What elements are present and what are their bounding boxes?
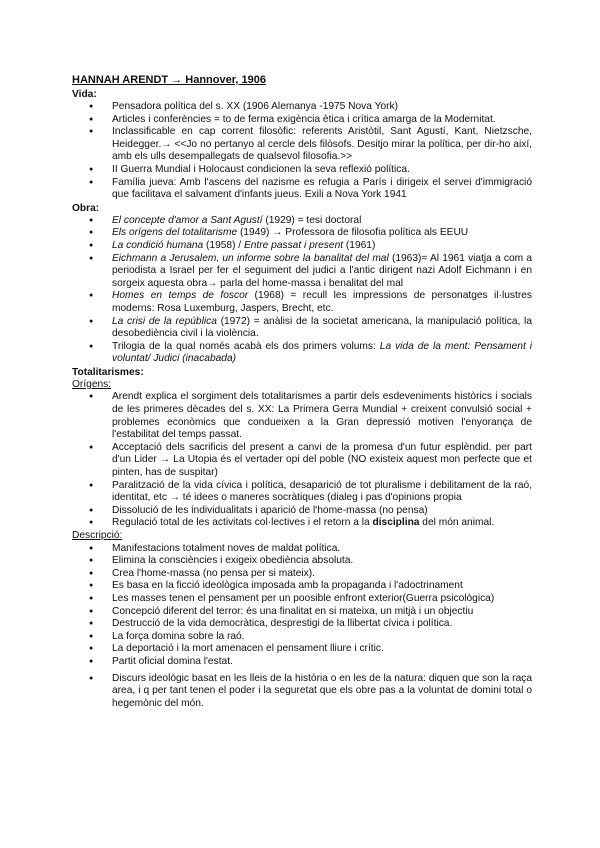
page-title: HANNAH ARENDT → Hannover, 1906 (72, 74, 266, 86)
list-item: ● II Guerra Mundial i Holocaust condicionen la seva reflexió política. (72, 164, 532, 177)
list-item (72, 316, 532, 341)
list-item: ● La deportació i la mort amenacen el pensament lliure i crític. (72, 643, 532, 656)
list-item: ● Pensadora política del s. XX (1906 Alemanya -1975 Nova York) (72, 101, 532, 114)
work-note: (1961) (343, 239, 376, 251)
section-heading-totalitarismes: Totalitarismes: (72, 366, 144, 378)
work-title: La vida de la ment: Pensament i voluntat/ Judici (inacabada) (112, 340, 532, 365)
list-item (72, 341, 532, 366)
list-item: ● Elimina la consciències i exigeix obediència absoluta. (72, 555, 532, 568)
work-note: (1929) = tesi doctoral (262, 214, 362, 226)
list-item: ● Es basa en la ficció ideològica imposada amb la propaganda i l'adoctrinament (72, 580, 532, 593)
list-item: ● Acceptació dels sacrificis del present a canvi de la promesa d'un futur esplèndid. per part d'un Lider → La Utopia és el vertader opi del poble (NO existeix aquest mon perfecte que et pinten, has de suspitar) (72, 442, 532, 480)
list-item: ● Dissolució de les individualitats i aparició de l'home-massa (no pensa) (72, 505, 532, 518)
list-item: ● Concepció diferent del terror: és una finalitat en si mateixa, un mitjà i un objectiu (72, 606, 532, 619)
list-item (72, 240, 532, 253)
work-title: Homes en temps de foscor (112, 290, 249, 302)
list-item (72, 517, 532, 530)
text-run: del món animal. (419, 517, 495, 529)
list-item (72, 253, 532, 291)
work-note: (1963)= Al 1961 viatja a com a periodista a Israel per fer el seguiment del judici a l'antic dirigent nazi Adolf Eichmann i en sorgeix aquesta obra→ parla del home-massa i benalitat del mal (112, 252, 532, 289)
work-title: Entre passat i present (243, 239, 344, 251)
list-item (72, 227, 532, 240)
work-note: Trilogia de la qual només acabà els dos primers volums: (112, 340, 380, 352)
list-item: ● Crea l'home-massa (no pensa per si mateix). (72, 568, 532, 581)
list-item: ● Manifestacions totalment noves de maldat política. (72, 543, 532, 556)
list-item: ● La força domina sobre la raó. (72, 631, 532, 644)
text-run: Regulació total de les activitats col·lectives i el retorn a la (112, 517, 373, 529)
list-item: ● Discurs ideològic basat en les lleis de la història o en les de la natura: diquen que son la raça area, i q per tant tenen el poder i la seguretat que els obre pas a la voluntat de domini total o hegemònic del món. (72, 673, 532, 711)
list-item: ● Família jueva: Amb l'ascens del nazisme es refugia a París i dirigeix el servei d'immigració que facilitava el salvament d'infants jueus. Exili a Nova York 1941 (72, 177, 532, 202)
descripcio-list (72, 543, 532, 711)
work-note: (1968) = recull les impressions de personatges il·lustres moderns: Rosa Luxemburg, Jaspers, Brecht, etc. (112, 290, 532, 314)
work-note: (1972) = anàlisi de la societat americana, la manipulació política, la desobediència civil i la violència. (112, 315, 532, 340)
list-item: ● Inclassificable en cap corrent filosòfic: referents Aristòtil, Sant Agustí, Kant, Nietzsche, Heidegger.→ <<Jo no pertanyo al cercle dels filòsofs. Desitjo mirar la política, per dir-ho així, amb els ulls desempallegats de qualsevol filosofia.>> (72, 126, 532, 164)
list-item: ● Articles i conferències = to de ferma exigència ètica i crítica amarga de la Modernitat. (72, 114, 532, 127)
work-title: La crisi de la república (112, 315, 217, 327)
obra-list (72, 215, 532, 366)
list-item: ● Les masses tenen el pensament per un poosible enfront exterior(Guerra psicològica) (72, 593, 532, 606)
work-note: (1949) → Professora de filosofia política als EEUU (237, 227, 469, 239)
list-item (72, 290, 532, 315)
section-heading-obra: Obra: (72, 202, 100, 214)
work-note: (1958) / (203, 239, 244, 251)
document-page (72, 74, 532, 710)
list-item: ● Arendt explica el sorgiment dels totalitarismes a partir dels esdeveniments històrics i socials de les primeres dècades del s. XX: La Primera Gerra Mundial + creixent convulsió social + problemes econòmics que condueixen a la Gran depressió motiven l'enyorança de l'estabilitat del temps passat. (72, 391, 532, 441)
list-item: ● Paralització de la vida cívica i política, desaparició de tot pluralisme i debilitament de la raó, identitat, etc → té idees o maneres socràtiques (dialeg i pas d'opinions propia (72, 480, 532, 505)
subheading-origens: Orígens: (72, 378, 112, 390)
list-item (72, 215, 532, 228)
emphasis-text: disciplina (372, 517, 420, 529)
work-title: Els orígens del totalitarisme (112, 227, 238, 239)
work-title: La condició humana (112, 239, 204, 251)
list-item: ● Destrucció de la vida democràtica, desprestigi de la llibertat cívica i política. (72, 618, 532, 631)
list-item: ● Partit oficial domina l'estat. (72, 656, 532, 669)
work-title: Eichmann a Jerusalem, un informe sobre la banalitat del mal (112, 252, 389, 264)
section-heading-vida: Vida: (72, 89, 97, 100)
work-title: El concepte d'amor a Sant Agustí (112, 214, 263, 226)
vida-list (72, 101, 532, 202)
origens-list (72, 391, 532, 530)
subheading-descripcio: Descripció: (72, 530, 123, 541)
